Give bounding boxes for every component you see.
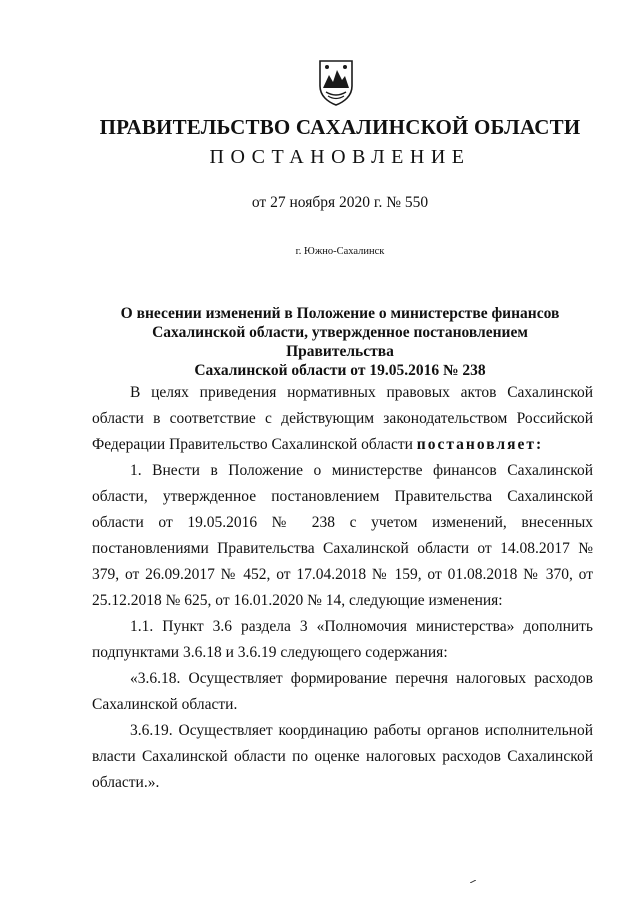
subject-line: Сахалинской области, утвержденное постановлением Правительства <box>152 324 528 360</box>
coat-of-arms-icon <box>317 58 355 106</box>
item-3-6-19-paragraph: 3.6.19. Осуществляет координацию работы органов исполнительной власти Сахалинской области по оценке налоговых расходов Сахалинской области.». <box>92 722 593 791</box>
document-body <box>92 380 593 796</box>
document-date-number: от 27 ноября 2020 г. № 550 <box>251 194 429 211</box>
decree-word: постановляет: <box>416 436 544 453</box>
organization-title: ПРАВИТЕЛЬСТВО САХАЛИНСКОЙ ОБЛАСТИ <box>99 115 581 139</box>
subject-line: Сахалинской области от 19.05.2016 № 238 <box>194 362 486 379</box>
preamble-text: В целях приведения нормативных правовых актов Сахалинской области в соответствие с действующим законодательством Российской Федерации Правительство Сахалинской области <box>92 384 593 453</box>
document-city: г. Южно-Сахалинск <box>295 246 385 257</box>
document-subject <box>100 304 580 380</box>
subject-line: О внесении изменений в Положение о министерстве финансов <box>120 305 560 322</box>
item-3-6-18-paragraph: «3.6.18. Осуществляет формирование перечня налоговых расходов Сахалинской области. <box>92 670 593 713</box>
item-1-1-paragraph: 1.1. Пункт 3.6 раздела 3 «Полномочия министерства» дополнить подпунктами 3.6.18 и 3.6.19 следующего содержания: <box>92 618 593 661</box>
preamble-paragraph <box>92 380 593 458</box>
item-1-paragraph: 1. Внести в Положение о министерстве финансов Сахалинской области, утвержденное постановлением Правительства Сахалинской области от 19.05.2016 № 238 с учетом изменений, внесенных постановлениями Правительства Сахалинской области от 14.08.2017 № 379, от 26.09.2017 № 452, от 17.04.2018 № 159, от 01.08.2018 № 370, от 25.12.2018 № 625, от 16.01.2020 № 14, следующие изменения: <box>92 462 593 609</box>
document-type: ПОСТАНОВЛЕНИЕ <box>209 146 471 168</box>
scan-mark-icon <box>470 880 476 883</box>
